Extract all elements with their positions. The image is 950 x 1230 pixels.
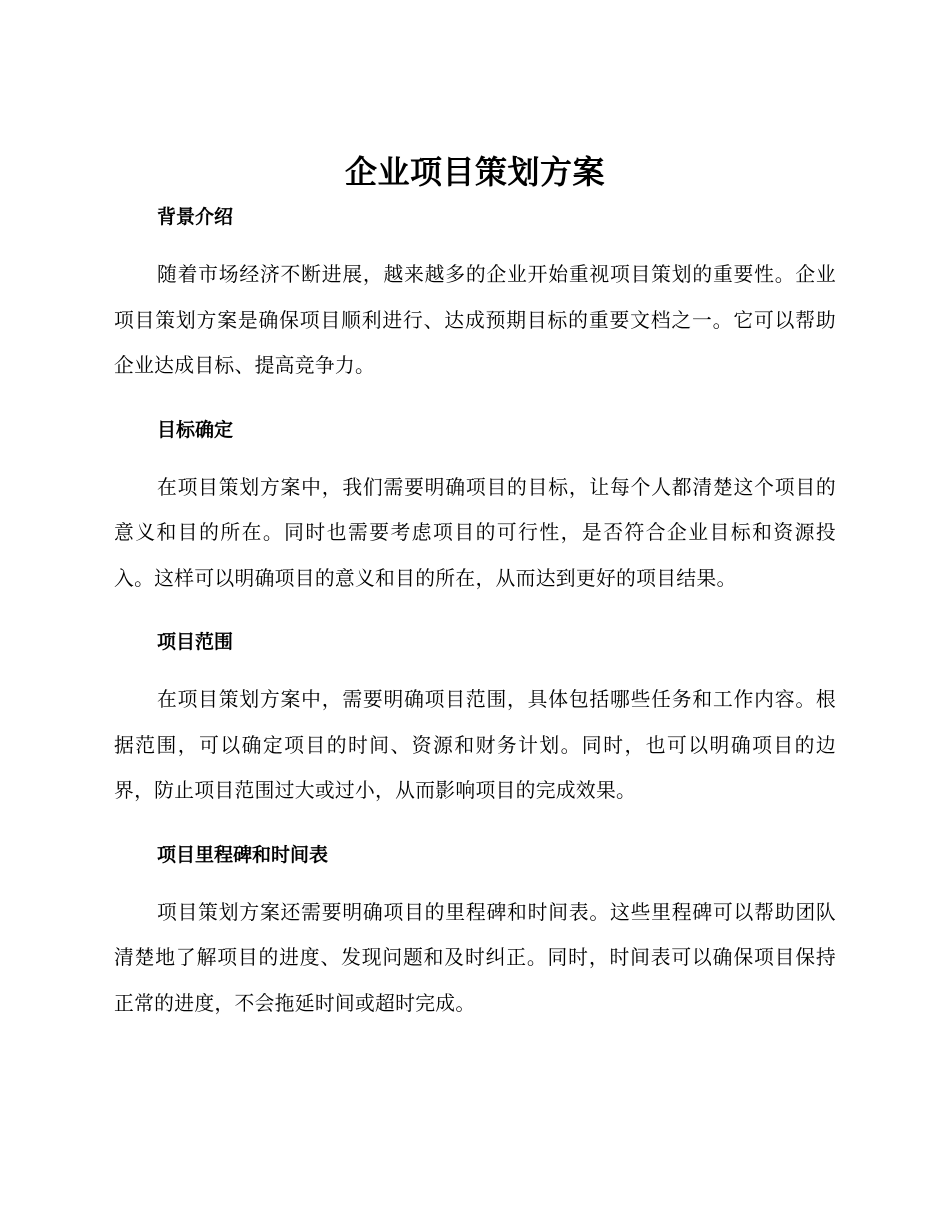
section-paragraph: 随着市场经济不断进展，越来越多的企业开始重视项目策划的重要性。企业项目策划方案是确保项目顺利进行、达成预期目标的重要文档之一。它可以帮助企业达成目标、提高竞争力。 xyxy=(114,263,836,377)
section-goals xyxy=(114,415,836,602)
section-milestones xyxy=(114,840,836,1027)
section-background xyxy=(114,202,836,389)
section-scope xyxy=(114,627,836,814)
section-heading: 背景介绍 xyxy=(157,206,234,228)
section-heading: 项目里程碑和时间表 xyxy=(157,843,329,866)
section-paragraph: 在项目策划方案中，我们需要明确项目的目标，让每个人都清楚这个项目的意义和目的所在。同时也需要考虑项目的可行性，是否符合企业目标和资源投入。这样可以明确项目的意义和目的所在，从而达到更好的项目结果。 xyxy=(114,475,836,590)
document-title: 企业项目策划方案 xyxy=(344,153,605,191)
section-paragraph: 在项目策划方案中，需要明确项目范围，具体包括哪些任务和工作内容。根据范围，可以确定项目的时间、资源和财务计划。同时，也可以明确项目的边界，防止项目范围过大或过小，从而影响项目的完成效果。 xyxy=(114,688,836,802)
section-heading: 项目范围 xyxy=(157,631,234,653)
section-heading: 目标确定 xyxy=(157,418,234,441)
section-paragraph: 项目策划方案还需要明确项目的里程碑和时间表。这些里程碑可以帮助团队清楚地了解项目的进度、发现问题和及时纠正。同时，时间表可以确保项目保持正常的进度，不会拖延时间或超时完成。 xyxy=(114,900,836,1015)
